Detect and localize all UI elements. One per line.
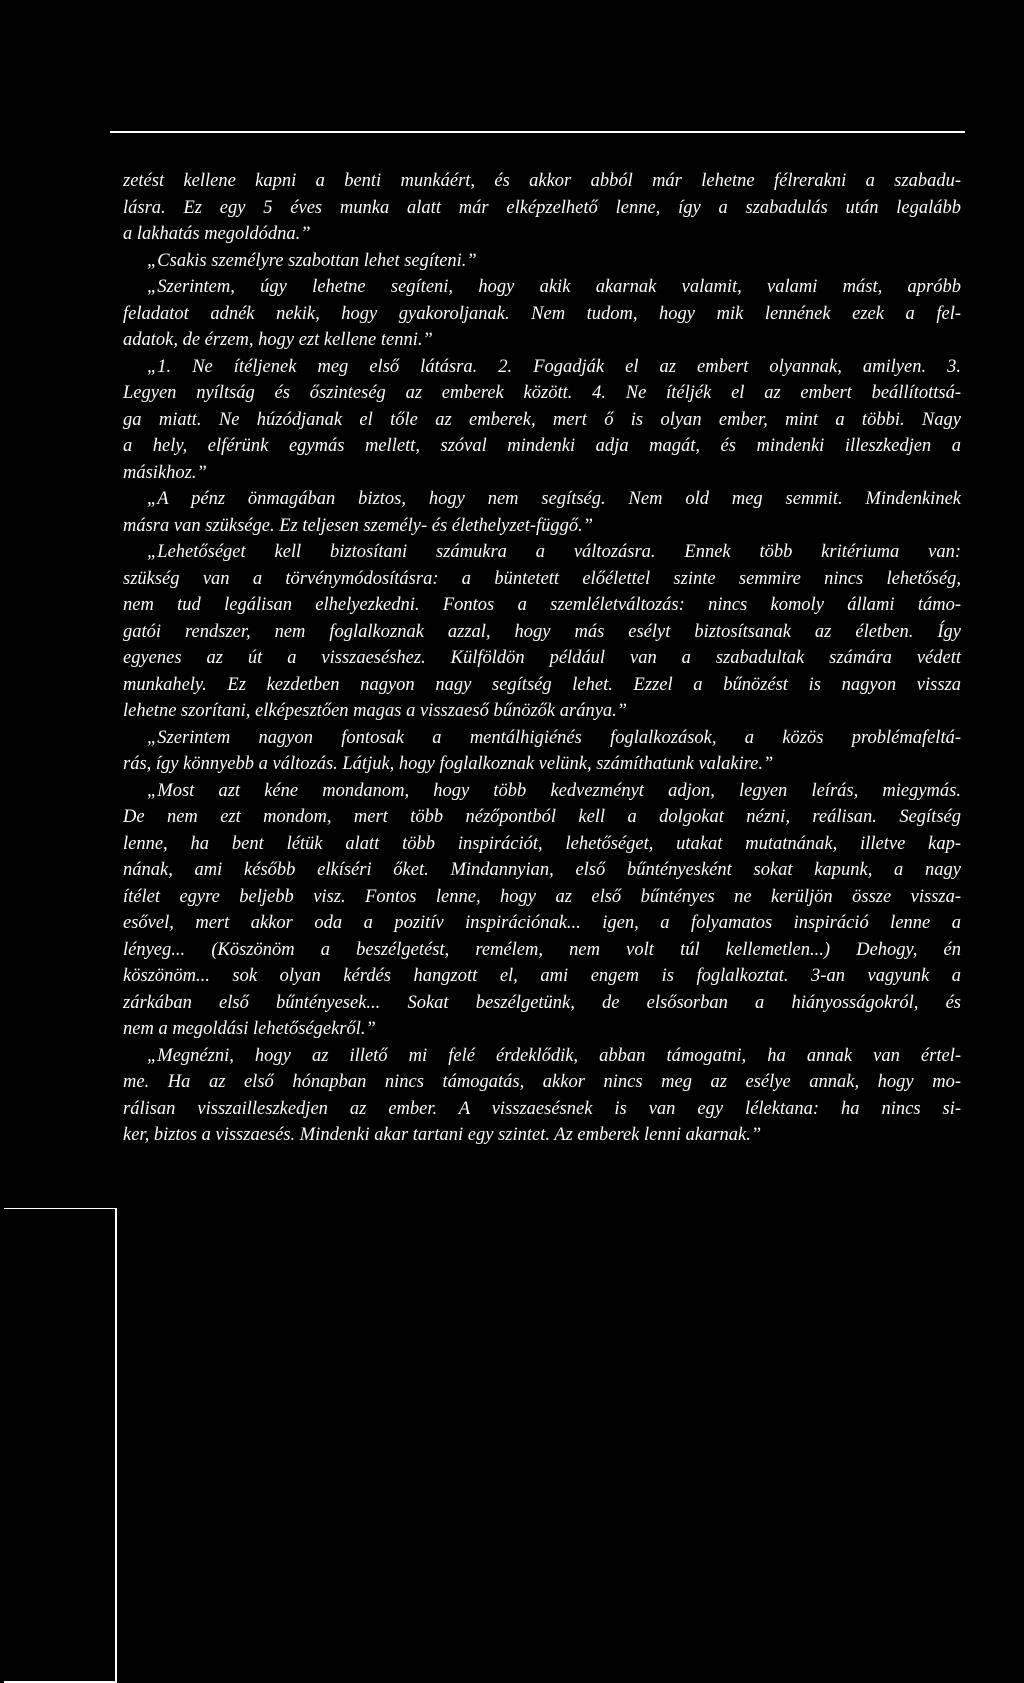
text-line: a hely, elférünk egymás mellett, szóval mindenki adja magát, és mindenki illeszkedjen a	[123, 436, 961, 456]
text-line: nem tud legálisan elhelyezkedni. Fontos a szemléletváltozás: nincs komoly állami támo-	[123, 595, 961, 615]
text-line: Legyen nyíltság és őszinteség az emberek között. 4. Ne ítéljék el az embert beállítottsá-	[123, 383, 961, 403]
text-line: „Most azt kéne mondanom, hogy több kedvezményt adjon, legyen leírás, miegymás.	[147, 780, 961, 801]
text-line: lehetne szorítani, elképesztően magas a visszaeső bűnözők aránya.”	[123, 701, 628, 721]
text-line: rás, így könnyebb a változás. Látjuk, hogy foglalkoznak velünk, számíthatunk valakire.”	[123, 754, 774, 774]
text-line: „Lehetőséget kell biztosítani számukra a változásra. Ennek több kritériuma van:	[147, 542, 961, 562]
text-line: zárkában első bűntényesek... Sokat beszélgetünk, de elsősorban a hiányosságokról, és	[123, 992, 961, 1013]
text-line: ga miatt. Ne húzódjanak el tőle az emberek, mert ő is olyan ember, mint a többi. Nagy	[123, 409, 961, 430]
text-line: másikhoz.”	[123, 462, 207, 483]
text-line: De nem ezt mondom, mert több nézőpontból kell a dolgokat nézni, reálisan. Segítség	[123, 807, 961, 827]
text-line: szükség van a törvénymódosításra: a büntetett előélettel szinte semmire nincs lehetőség,	[123, 568, 961, 589]
text-line: „Szerintem nagyon fontosak a mentálhigiénés foglalkozások, a közös problémafeltá-	[147, 727, 961, 748]
text-line: lásra. Ez egy 5 éves munka alatt már elképzelhető lenne, így a szabadulás után legalább	[123, 197, 961, 218]
text-line: lenne, ha bent létük alatt több inspirációt, lehetőséget, utakat mutatnának, illetve kap-	[123, 833, 961, 854]
text-line: köszönöm... sok olyan kérdés hangzott el, ami engem is foglalkoztat. 3-an vagyunk a	[123, 966, 961, 986]
text-line: gatói rendszer, nem foglalkoznak azzal, hogy más esélyt biztosítsanak az életben. Így	[123, 621, 961, 642]
text-line: esővel, mert akkor oda a pozitív inspirációnak... igen, a folyamatos inspiráció lenne a	[123, 913, 961, 933]
text-line: „Megnézni, hogy az illető mi felé érdeklődik, abban támogatni, ha annak van értel-	[147, 1045, 961, 1066]
text-line: nának, ami később elkíséri őket. Mindannyian, első bűntényesként sokat kapunk, a nagy	[123, 860, 961, 880]
text-line: „1. Ne ítéljenek meg első látásra. 2. Fogadják el az embert olyannak, amilyen. 3.	[147, 356, 961, 377]
text-line: „Szerintem, úgy lehetne segíteni, hogy akik akarnak valamit, valami mást, apróbb	[147, 277, 961, 297]
header-rule	[110, 131, 965, 133]
text-line: „Csakis személyre szabottan lehet segíteni.”	[147, 250, 477, 271]
body-text	[123, 168, 961, 1149]
text-line: nem a megoldási lehetőségekről.”	[123, 1019, 376, 1039]
text-line: feladatot adnék nekik, hogy gyakoroljanak. Nem tudom, hogy mik lennének ezek a fel-	[123, 303, 961, 324]
text-line: másra van szüksége. Ez teljesen személy- és élethelyzet-függő.”	[123, 515, 594, 536]
text-line: zetést kellene kapni a benti munkáért, és akkor abból már lehetne félrerakni a szabadu-	[123, 171, 961, 191]
text-line: ker, biztos a visszaesés. Mindenki akar tartani egy szintet. Az emberek lenni akarnak.”	[123, 1125, 762, 1145]
text-line: egyenes az út a visszaeséshez. Külföldön például van a szabadultak számára védett	[123, 648, 961, 668]
margin-frame	[4, 1208, 117, 1683]
text-line: adatok, de érzem, hogy ezt kellene tenni.”	[123, 330, 433, 350]
text-line: a lakhatás megoldódna.”	[123, 224, 311, 244]
text-line: lényeg... (Köszönöm a beszélgetést, remélem, nem volt túl kellemetlen...) Dehogy, én	[123, 939, 961, 960]
text-line: me. Ha az első hónapban nincs támogatás, akkor nincs meg az esélye annak, hogy mo-	[123, 1072, 961, 1092]
text-line: „A pénz önmagában biztos, hogy nem segítség. Nem old meg semmit. Mindenkinek	[147, 489, 961, 509]
text-line: rálisan visszailleszkedjen az ember. A visszaesésnek is van egy lélektana: ha nincs si-	[123, 1098, 961, 1119]
text-line: ítélet egyre beljebb visz. Fontos lenne, hogy az első bűntényes ne kerüljön össze vissza-	[123, 886, 961, 907]
text-line: munkahely. Ez kezdetben nagyon nagy segítség lehet. Ezzel a bűnözést is nagyon vissza	[123, 674, 961, 695]
